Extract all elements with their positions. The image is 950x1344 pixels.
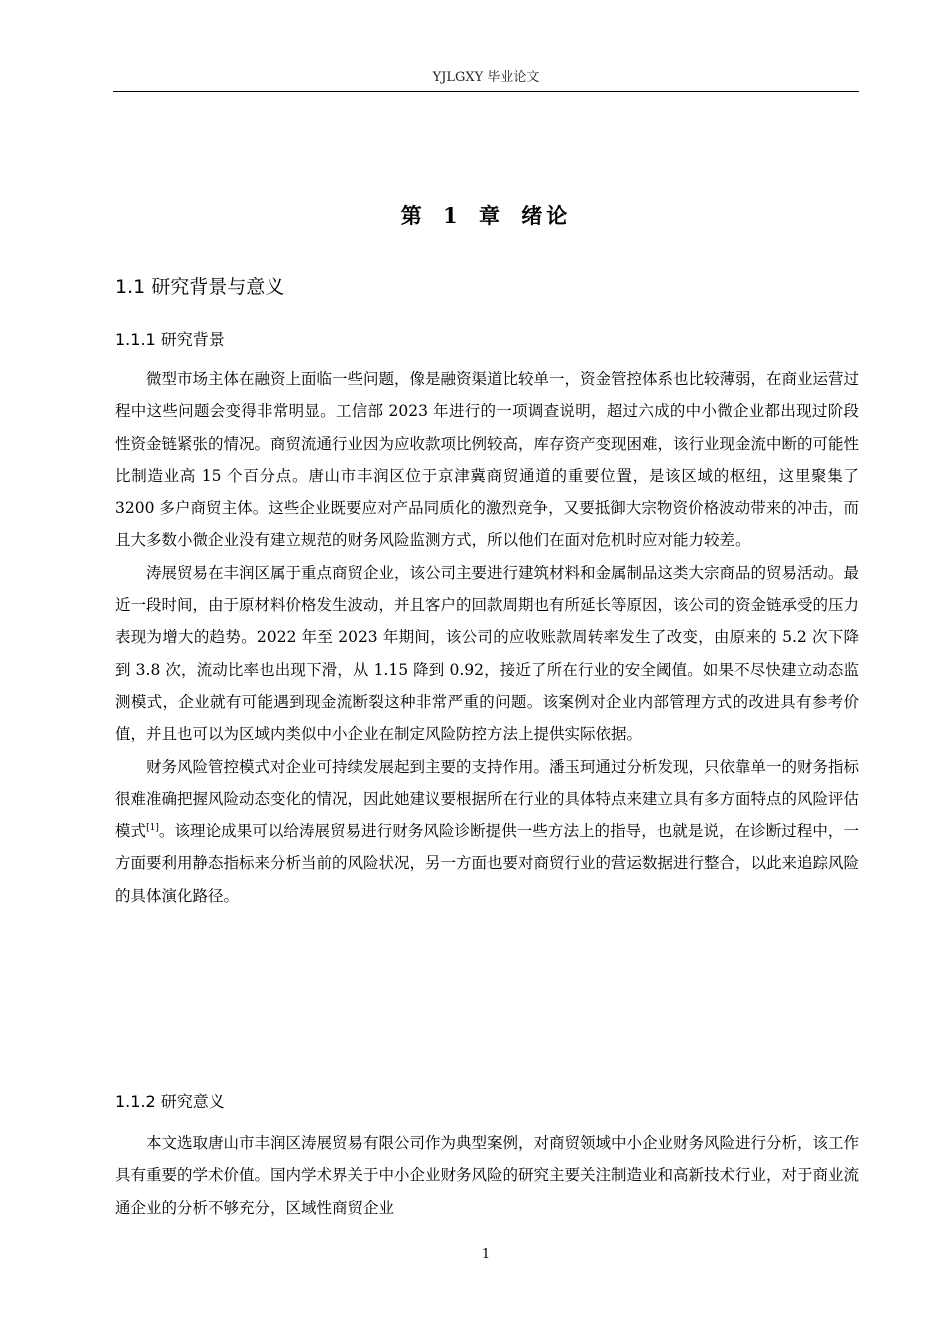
paragraph: 涛展贸易在丰润区属于重点商贸企业，该公司主要进行建筑材料和金属制品这类大宗商品的贸易活动。最近一段时间，由于原材料价格发生波动，并且客户的回款周期也有所延长等原因，该公司的资金链承受的压力表现为增大的趋势。2022 年至 2023 年期间，该公司的应收账款周转率发生了改变，由原来的 5.2 次下降到 3.8 次，流动比率也出现下滑，从 1.15 降到 0.92，接近了所在行业的安全阈值。如果不尽快建立动态监测模式，企业就有可能遇到现金流断裂这种非常严重的问题。该案例对企业内部管理方式的改进具有参考价值，并且也可以为区域内类似中小企业在制定风险防控方法上提供实际依据。 (115, 563, 860, 744)
paragraph: 本文选取唐山市丰润区涛展贸易有限公司作为典型案例，对商贸领域中小企业财务风险进行分析，该工作具有重要的学术价值。国内学术界关于中小企业财务风险的研究主要关注制造业和高新技术行业，对于商业流通企业的分析不够充分，区域性商贸企业 (115, 1134, 860, 1217)
citation-marker: [1] (146, 823, 159, 833)
paragraph (115, 751, 859, 912)
background-body (115, 363, 859, 912)
section-heading: 1.1 研究背景与意义 (115, 276, 285, 298)
significance-body (115, 1127, 859, 1224)
chapter-title: 第 1 章 绪论 (400, 203, 572, 228)
subsection-heading-significance: 1.1.2 研究意义 (115, 1092, 225, 1111)
paragraph-text: 。该理论成果可以给涛展贸易进行财务风险诊断提供一些方法上的指导，也就是说，在诊断过程中，一方面要利用静态指标来分析当前的风险状况，另一方面也要对商贸行业的营运数据进行整合，以此来追踪风险的具体演化路径。 (115, 822, 860, 905)
page-number: 1 (481, 1247, 491, 1262)
paragraph-text: 财务风险管控模式对企业可持续发展起到主要的支持作用。潘玉珂通过分析发现，只依靠单一的财务指标很难准确把握风险动态变化的情况，因此她建议要根据所在行业的具体特点来建立具有多方面特点的风险评估模式 (115, 757, 860, 841)
running-header: YJLGXY 毕业论文 (113, 66, 859, 92)
subsection-heading-background: 1.1.1 研究背景 (115, 330, 225, 349)
paragraph: 微型市场主体在融资上面临一些问题，像是融资渠道比较单一，资金管控体系也比较薄弱，在商业运营过程中这些问题会变得非常明显。工信部 2023 年进行的一项调查说明，超过六成的中小微企业都出现过阶段性资金链紧张的情况。商贸流通行业因为应收款项比例较高，库存资产变现困难，该行业现金流中断的可能性比制造业高 15 个百分点。唐山市丰润区位于京津冀商贸通道的重要位置，是该区域的枢纽，这里聚集了 3200 多户商贸主体。这些企业既要应对产品同质化的激烈竞争，又要抵御大宗物资价格波动带来的冲击，而且大多数小微企业没有建立规范的财务风险监测方式，所以他们在面对危机时应对能力较差。 (115, 370, 860, 550)
